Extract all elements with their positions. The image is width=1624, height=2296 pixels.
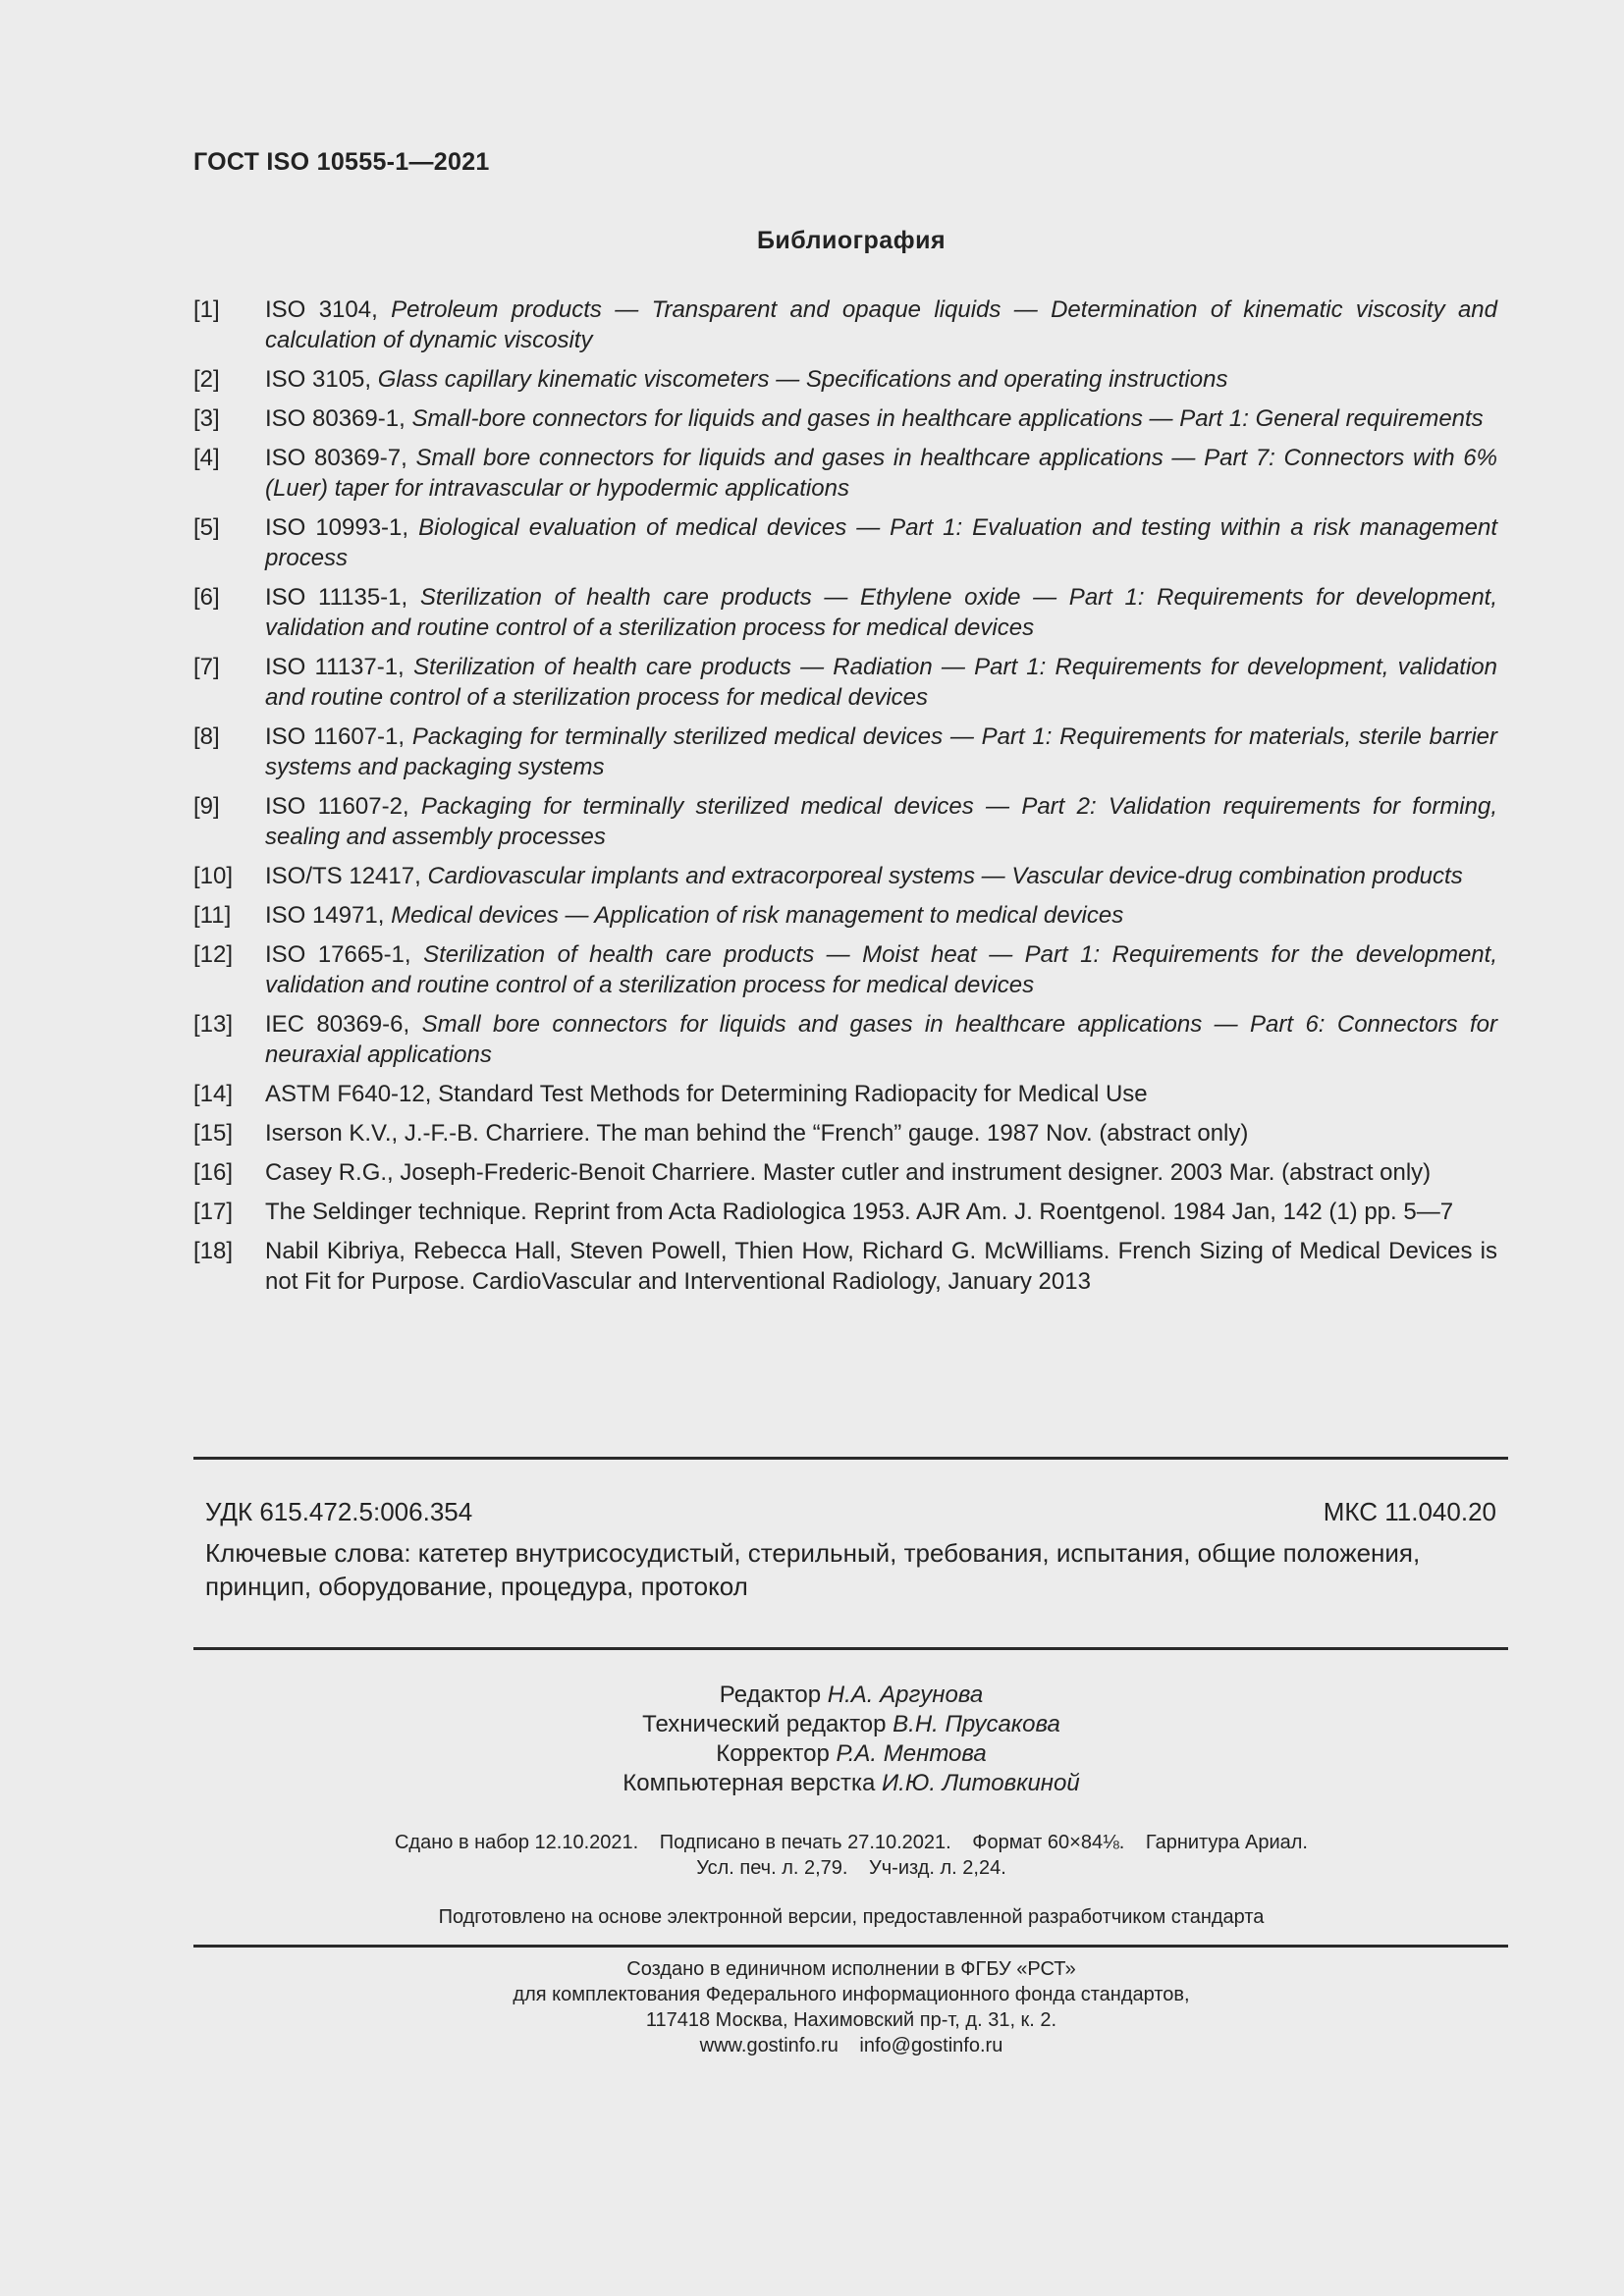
- bibliography-item-title: Glass capillary kinematic viscometers — Specifications and operating instructions: [377, 366, 1228, 393]
- bibliography-item-code: ISO 11137-1,: [265, 654, 405, 680]
- bibliography-item-code: ISO 11607-2,: [265, 793, 409, 820]
- bibliography-item-code: Iserson K.V., J.-F.-B. Charriere. The man behind the “French” gauge. 1987 Nov. (abstract only): [265, 1120, 1249, 1147]
- divider-middle: [193, 1647, 1508, 1650]
- bibliography-item-text: [265, 1009, 1497, 1070]
- bibliography-item: [193, 512, 1497, 573]
- bibliography-title: Библиография: [756, 227, 947, 254]
- bibliography-item: [193, 1079, 1497, 1109]
- bibliography-item-title: Medical devices — Application of risk management to medical devices: [391, 902, 1124, 929]
- bibliography-item: [193, 861, 1497, 891]
- bibliography-item-code: ISO 11607-1,: [265, 723, 406, 750]
- bibliography-item: [193, 582, 1497, 643]
- bibliography-item: [193, 443, 1497, 504]
- print-info-line-2: [0, 1855, 1624, 1881]
- prepared-note: Подготовлено на основе электронной версии, предоставленной разработчиком стандарта: [438, 1906, 1265, 1928]
- bibliography-item-title: Small bore connectors for liquids and gases in healthcare applications — Part 6: Connectors for neuraxial applications: [265, 1011, 1497, 1068]
- bibliography-item-text: [265, 721, 1497, 782]
- bibliography-item-number: [11]: [193, 902, 232, 929]
- bibliography-item-code: ASTM F640-12, Standard Test Methods for Determining Radiopacity for Medical Use: [265, 1081, 1148, 1107]
- bibliography-item-text: [265, 443, 1497, 504]
- bibliography-item-number: [6]: [193, 584, 220, 611]
- bibliography-item-text: [265, 1236, 1497, 1297]
- bibliography-item: [193, 1009, 1497, 1070]
- bibliography-item: [193, 294, 1497, 355]
- bibliography-item-number: [1]: [193, 296, 220, 323]
- udk-code: УДК 615.472.5:006.354: [205, 1497, 473, 1526]
- bibliography-item-number: [15]: [193, 1120, 234, 1147]
- credit-role: Технический редактор: [642, 1711, 887, 1737]
- print-sheets: Усл. печ. л. 2,79.: [696, 1857, 848, 1879]
- bibliography-item-title: Petroleum products — Transparent and opaque liquids — Determination of kinematic viscosity and calculation of dynamic viscosity: [265, 296, 1497, 353]
- print-info-line-1: [0, 1830, 1624, 1855]
- bibliography-item-number: [18]: [193, 1238, 234, 1264]
- credit-person: В.Н. Прусакова: [893, 1711, 1060, 1737]
- credit-person: Н.А. Аргунова: [827, 1682, 984, 1708]
- bibliography-item-text: [265, 1197, 1497, 1227]
- bibliography-item-text: [265, 939, 1497, 1000]
- keywords: Ключевые слова: катетер внутрисосудистый, стерильный, требования, испытания, общие положения, принцип, оборудование, процедура, протокол: [205, 1538, 1421, 1601]
- standard-code: ГОСТ ISO 10555-1—2021: [193, 148, 490, 176]
- bibliography-item-code: ISO 14971,: [265, 902, 385, 929]
- bibliography-item: [193, 791, 1497, 852]
- bibliography-item-code: ISO 17665-1,: [265, 941, 411, 968]
- bibliography-item-code: ISO 3105,: [265, 366, 372, 393]
- credit-line: [0, 1739, 1624, 1769]
- bibliography-item-text: [265, 791, 1497, 852]
- bibliography-item-number: [14]: [193, 1081, 234, 1107]
- bibliography-item-title: Packaging for terminally sterilized medical devices — Part 1: Requirements for materials, sterile barrier systems and packaging systems: [265, 723, 1497, 780]
- bibliography-item-title: Small bore connectors for liquids and gases in healthcare applications — Part 7: Connectors with 6% (Luer) taper for intravascular or hypodermic applications: [265, 445, 1497, 502]
- bibliography-item-text: [265, 582, 1497, 643]
- bibliography-item-code: ISO 80369-7,: [265, 445, 407, 471]
- bibliography-list: [193, 294, 1497, 1306]
- bibliography-item-code: IEC 80369-6,: [265, 1011, 410, 1038]
- credit-person: Р.А. Ментова: [836, 1740, 987, 1767]
- bibliography-item-code: ISO 80369-1,: [265, 405, 406, 432]
- bibliography-item-number: [2]: [193, 366, 220, 393]
- email-link[interactable]: info@gostinfo.ru: [859, 2035, 1003, 2056]
- bibliography-item-title: Small-bore connectors for liquids and gases in healthcare applications — Part 1: General requirements: [411, 405, 1484, 432]
- bibliography-item-code: Nabil Kibriya, Rebecca Hall, Steven Powell, Thien How, Richard G. McWilliams. French Sizing of Medical Devices is not Fit for Purpose. CardioVascular and Interventional Radiology, January 2013: [265, 1238, 1497, 1295]
- bibliography-item: [193, 1236, 1497, 1297]
- bibliography-item-code: ISO 11135-1,: [265, 584, 408, 611]
- bibliography-item: [193, 900, 1497, 931]
- bibliography-item: [193, 939, 1497, 1000]
- bibliography-item-number: [10]: [193, 863, 234, 889]
- bibliography-item-number: [9]: [193, 793, 220, 820]
- bibliography-item-code: ISO 3104,: [265, 296, 378, 323]
- print-date: Подписано в печать 27.10.2021.: [659, 1832, 951, 1853]
- bibliography-item-number: [3]: [193, 405, 220, 432]
- publisher-line-3: 117418 Москва, Нахимовский пр-т, д. 31, к. 2.: [645, 2009, 1057, 2031]
- bibliography-item: [193, 364, 1497, 395]
- bibliography-item-title: Cardiovascular implants and extracorporeal systems — Vascular device-drug combination products: [427, 863, 1463, 889]
- bibliography-item-text: [265, 900, 1497, 931]
- credit-line: [0, 1769, 1624, 1798]
- divider-bottom: [193, 1945, 1508, 1948]
- format: Формат 60×84⅛.: [972, 1832, 1125, 1853]
- bibliography-item-number: [17]: [193, 1199, 234, 1225]
- bibliography-item-number: [7]: [193, 654, 220, 680]
- bibliography-item-title: Packaging for terminally sterilized medical devices — Part 2: Validation requirements for forming, sealing and assembly processes: [265, 793, 1498, 850]
- bibliography-item-text: [265, 1079, 1497, 1109]
- publisher-block: [0, 1956, 1624, 2058]
- credit-person: И.Ю. Литовкиной: [882, 1770, 1080, 1796]
- bibliography-item-text: [265, 1157, 1497, 1188]
- print-info: [0, 1830, 1624, 1881]
- credit-role: Корректор: [716, 1740, 830, 1767]
- credit-line: [0, 1710, 1624, 1739]
- divider-top: [193, 1457, 1508, 1460]
- publisher-line-1: Создано в единичном исполнении в ФГБУ «РСТ»: [626, 1958, 1076, 1980]
- bibliography-item-code: ISO 10993-1,: [265, 514, 409, 541]
- bibliography-item-number: [13]: [193, 1011, 234, 1038]
- bibliography-item-number: [12]: [193, 941, 234, 968]
- bibliography-item-number: [8]: [193, 723, 220, 750]
- bibliography-item: [193, 1197, 1497, 1227]
- bibliography-item: [193, 403, 1497, 434]
- bibliography-item-number: [5]: [193, 514, 220, 541]
- bibliography-item: [193, 1118, 1497, 1148]
- bibliography-item-text: [265, 403, 1497, 434]
- bibliography-item-number: [16]: [193, 1159, 234, 1186]
- publisher-links: [0, 2033, 1624, 2058]
- typeset-date: Сдано в набор 12.10.2021.: [394, 1832, 639, 1853]
- bibliography-item-text: [265, 512, 1497, 573]
- mks-code: МКС 11.040.20: [1323, 1497, 1496, 1526]
- bibliography-item-text: [265, 652, 1497, 713]
- bibliography-item: [193, 652, 1497, 713]
- bibliography-item-code: ISO/TS 12417,: [265, 863, 421, 889]
- classification-row: [205, 1497, 1496, 1527]
- credits-block: [0, 1681, 1624, 1798]
- bibliography-item-title: Sterilization of health care products — Radiation — Part 1: Requirements for development, validation and routine control of a sterilization process for medical devices: [265, 654, 1497, 711]
- bibliography-item-code: The Seldinger technique. Reprint from Acta Radiologica 1953. AJR Am. J. Roentgenol. 1984 Jan, 142 (1) pp. 5—7: [265, 1199, 1454, 1225]
- bibliography-item-title: Sterilization of health care products — Moist heat — Part 1: Requirements for the development, validation and routine control of a sterilization process for medical devices: [265, 941, 1497, 998]
- bibliography-item-text: [265, 861, 1497, 891]
- bibliography-item: [193, 721, 1497, 782]
- bibliography-item-title: Sterilization of health care products — Ethylene oxide — Part 1: Requirements for development, validation and routine control of a sterilization process for medical devices: [265, 584, 1497, 641]
- bibliography-item-text: [265, 1118, 1497, 1148]
- credit-role: Компьютерная верстка: [623, 1770, 876, 1796]
- publisher-line-2: для комплектования Федерального информационного фонда стандартов,: [513, 1984, 1190, 2005]
- bibliography-item-text: [265, 294, 1497, 355]
- publisher-sheets: Уч-изд. л. 2,24.: [869, 1857, 1006, 1879]
- bibliography-item-code: Casey R.G., Joseph-Frederic-Benoit Charriere. Master cutler and instrument designer. 2003 Mar. (abstract only): [265, 1159, 1432, 1186]
- bibliography-item: [193, 1157, 1497, 1188]
- bibliography-item-text: [265, 364, 1497, 395]
- bibliography-item-title: Biological evaluation of medical devices — Part 1: Evaluation and testing within a risk management process: [265, 514, 1497, 571]
- bibliography-item-number: [4]: [193, 445, 220, 471]
- typeface: Гарнитура Ариал.: [1145, 1832, 1308, 1853]
- credit-role: Редактор: [719, 1682, 822, 1708]
- credit-line: [0, 1681, 1624, 1710]
- website-link[interactable]: www.gostinfo.ru: [699, 2035, 839, 2056]
